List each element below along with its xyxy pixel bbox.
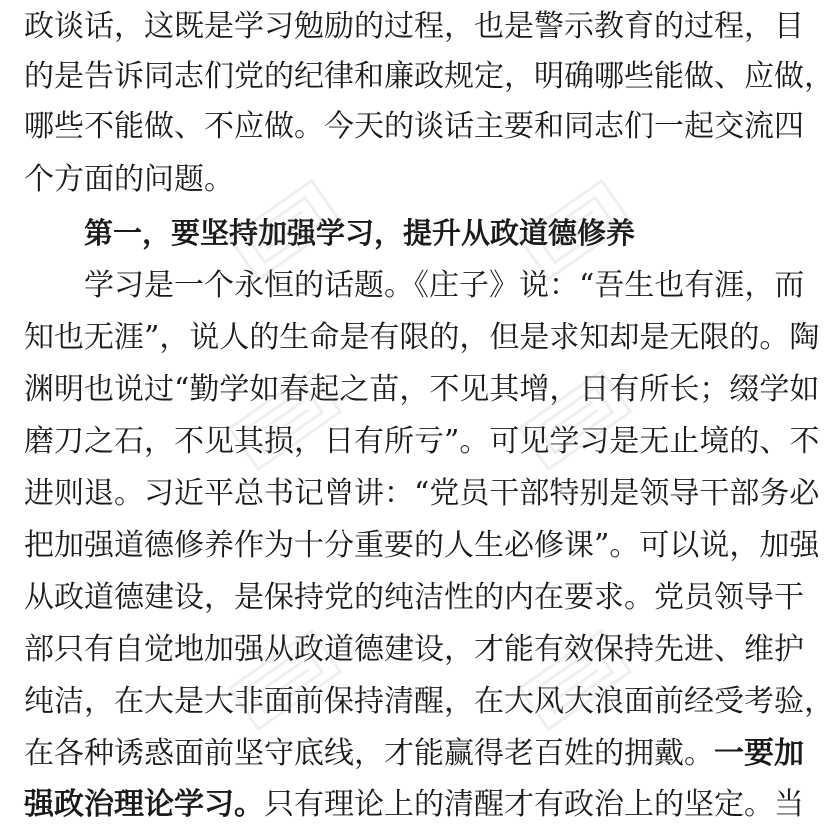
text-line-8: 渊明也说过“勤学如春起之苗，不见其增，日有所长；缀学如 [24, 372, 820, 407]
text-line-15 [24, 729, 804, 779]
text-line-11: 把加强道德修养作为十分重要的人生必修课”。可以说，加强 [24, 528, 820, 563]
text-line-12: 从政道德建设，是保持党的纯洁性的内在要求。党员领导干 [24, 580, 804, 615]
text-line-4: 个方面的问题。 [24, 162, 234, 197]
text-line-14: 纯洁，在大是大非面前保持清醒，在大风大浪面前经受考验， [24, 684, 834, 719]
text-line-3: 哪些不能做、不应做。今天的谈话主要和同志们一起交流四 [24, 109, 804, 144]
text-line-9: 磨刀之石，不见其损，日有所亏”。可见学习是无止境的、不 [24, 424, 820, 459]
text-line-16-bold: 强政治理论学习。 [24, 787, 264, 822]
text-line-1: 政谈话，这既是学习勉励的过程，也是警示教育的过程，目 [24, 9, 804, 44]
text-line-16 [24, 780, 804, 830]
text-line-16-plain: 只有理论上的清醒才有政治上的坚定。当 [264, 787, 804, 822]
text-line-10: 进则退。习近平总书记曾讲：“党员干部特别是领导干部务必 [24, 476, 820, 511]
text-line-6: 学习是一个永恒的话题。《庄子》说：“吾生也有涯，而 [84, 268, 805, 303]
text-line-7: 知也无涯”，说人的生命是有限的，但是求知却是无限的。陶 [24, 320, 820, 355]
text-line-2: 的是告诉同志们党的纪律和廉政规定，明确哪些能做、应做， [24, 59, 834, 94]
text-line-15-plain: 在各种诱惑面前坚守底线，才能赢得老百姓的拥戴。 [24, 736, 714, 771]
text-line-15-bold: 一要加 [714, 736, 804, 771]
section-heading: 第一，要坚持加强学习，提升从政道德修养 [84, 216, 636, 250]
text-line-13: 部只有自觉地加强从政道德建设，才能有效保持先进、维护 [24, 632, 804, 667]
